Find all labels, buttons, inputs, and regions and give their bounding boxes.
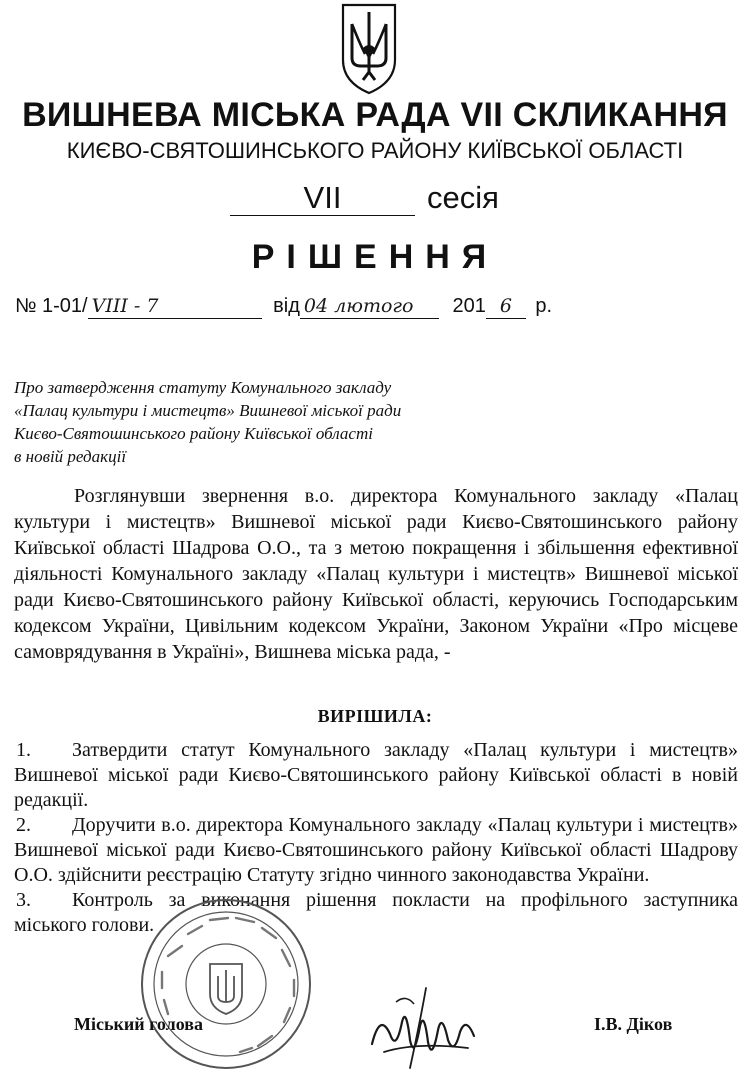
item-text: Контроль за виконання рішення покласти на профільного заступника міського голови. <box>14 889 738 936</box>
handwritten-signature-icon <box>366 982 486 1070</box>
subject-line: «Палац культури і мистецтв» Вишневої міської ради <box>14 401 402 420</box>
signatory-name: І.В. Діков <box>594 1014 673 1034</box>
list-item <box>14 738 738 813</box>
list-item <box>14 813 738 888</box>
decision-number-handwritten: VIII - 7 <box>88 294 262 319</box>
item-number: 3. <box>16 889 31 911</box>
date-prefix: від <box>273 295 300 317</box>
item-text: Доручити в.о. директора Комунального закладу «Палац культури і мистецтв» Вишневої міської ради Києво-Святошинського району Київської області Шадрову О.О. здійснити реєстрацію Статуту згідно чинного законодавства України. <box>14 814 738 886</box>
number-prefix: № 1-01/ <box>15 295 88 317</box>
list-item <box>14 888 738 938</box>
document-type-title: РІШЕННЯ <box>251 238 499 276</box>
council-subtitle: КИЄВО-СВЯТОШИНСЬКОГО РАЙОНУ КИЇВСЬКОЇ ОБЛАСТІ <box>66 138 684 163</box>
resolved-heading: ВИРІШИЛА: <box>317 706 433 726</box>
year-digit-handwritten: 6 <box>486 294 526 319</box>
session-label: сесія <box>427 180 499 215</box>
year-suffix: р. <box>535 295 553 317</box>
item-number: 2. <box>16 814 31 836</box>
item-number: 1. <box>16 739 31 761</box>
signatory-position: Міський голова <box>74 1014 203 1034</box>
council-title: ВИШНЕВА МІСЬКА РАДА VII СКЛИКАННЯ <box>22 96 728 134</box>
subject-block <box>14 376 474 468</box>
decision-items <box>14 738 738 938</box>
registration-line <box>15 294 552 319</box>
round-seal-icon <box>138 896 314 1072</box>
session-line <box>230 180 499 216</box>
preamble-paragraph: Розглянувши звернення в.о. директора Комунального закладу «Палац культури і мистецтв» Вишневої міської ради Києво-Святошинського району Київської області Шадрова О.О., та з метою покращення і збільшення ефективної діяльності Комунального закладу «Палац культури і мистецтв» Вишневої міської ради Києво-Святошинського району Київської області, керуючись Господарським кодексом України, Цивільним кодексом України, Законом України «Про місцеве самоврядування в Україні», Вишнева міська рада, - <box>14 485 738 663</box>
subject-line: Києво-Святошинського району Київської області <box>14 424 373 443</box>
subject-line: в новій редакції <box>14 447 127 466</box>
year-prefix: 201 <box>452 295 486 317</box>
trident-coat-of-arms-icon <box>337 2 401 96</box>
subject-line: Про затвердження статуту Комунального закладу <box>14 378 392 397</box>
item-text: Затвердити статут Комунального закладу «Палац культури і мистецтв» Вишневої міської ради Києво-Святошинського району Київської області в новій редакції. <box>14 739 738 811</box>
session-number: VII <box>230 181 415 216</box>
decision-date-handwritten: 04 лютого <box>300 294 439 319</box>
